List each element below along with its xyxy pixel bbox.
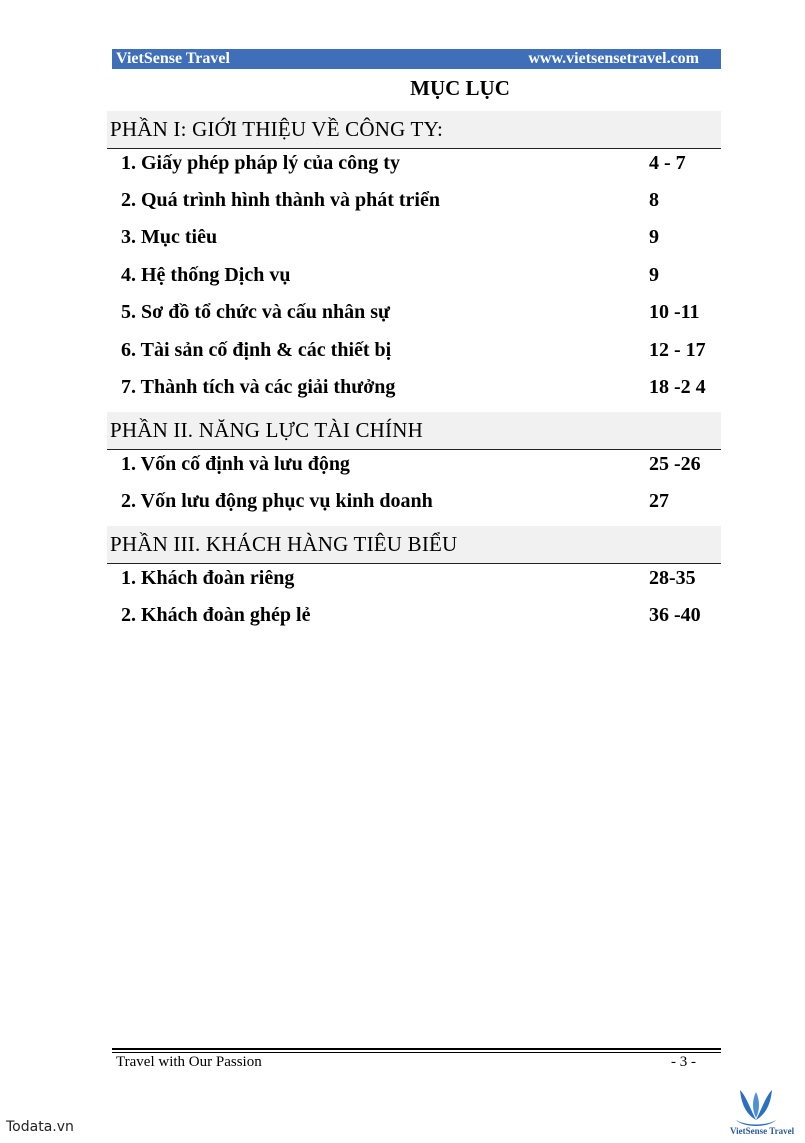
toc-item[interactable]	[121, 602, 721, 628]
toc-item-pages: 12 - 17	[649, 338, 706, 361]
footer-divider-thin	[112, 1052, 721, 1053]
toc-item[interactable]	[121, 488, 721, 514]
toc-item-pages: 28-35	[649, 566, 696, 589]
toc-item-label: 5. Sơ đồ tổ chức và cấu nhân sự	[121, 300, 391, 323]
section-heading-1: PHẦN I: GIỚI THIỆU VỀ CÔNG TY:	[107, 111, 721, 149]
toc-item-label: 7. Thành tích và các giải thưởng	[121, 375, 396, 398]
toc-item-pages: 10 -11	[649, 300, 700, 323]
toc-item-label: 3. Mục tiêu	[121, 225, 218, 248]
toc-item-pages: 8	[649, 188, 659, 211]
toc-item[interactable]	[121, 451, 721, 477]
toc-item-pages: 4 - 7	[649, 151, 686, 174]
toc-item-pages: 18 -2 4	[649, 375, 706, 398]
watermark: Todata.vn	[6, 1119, 74, 1135]
toc-item-label: 2. Vốn lưu động phục vụ kinh doanh	[121, 489, 433, 512]
toc-item[interactable]	[121, 224, 721, 250]
toc-item-label: 6. Tài sản cố định & các thiết bị	[121, 338, 392, 361]
toc-item-label: 1. Giấy phép pháp lý của công ty	[121, 151, 400, 174]
toc-item-label: 4. Hệ thống Dịch vụ	[121, 263, 291, 286]
footer-page-number: - 3 -	[671, 1054, 696, 1070]
toc-item-label: 1. Khách đoàn riêng	[121, 566, 295, 589]
toc-item-label: 2. Quá trình hình thành và phát triển	[121, 188, 440, 211]
page-title: MỤC LỤC	[410, 76, 510, 100]
toc-item-pages: 36 -40	[649, 603, 701, 626]
toc-item-pages: 9	[649, 263, 659, 286]
footer-slogan: Travel with Our Passion	[116, 1054, 262, 1070]
section-heading-2: PHẦN II. NĂNG LỰC TÀI CHÍNH	[107, 412, 721, 450]
toc-item[interactable]	[121, 299, 721, 325]
toc-item[interactable]	[121, 262, 721, 288]
toc-item-label: 1. Vốn cố định và lưu động	[121, 452, 350, 475]
toc-item-label: 2. Khách đoàn ghép lẻ	[121, 603, 311, 626]
toc-item[interactable]	[121, 565, 721, 591]
logo-text: VietSense Travel	[730, 1126, 795, 1136]
toc-item[interactable]	[121, 187, 721, 213]
toc-item-pages: 25 -26	[649, 452, 701, 475]
toc-item[interactable]	[121, 374, 721, 400]
toc-item-pages: 27	[649, 489, 669, 512]
header-bar	[112, 49, 721, 69]
toc-item[interactable]	[121, 337, 721, 363]
toc-item[interactable]	[121, 150, 721, 176]
header-brand: VietSense Travel	[116, 50, 230, 67]
toc-item-pages: 9	[649, 225, 659, 248]
footer-divider	[112, 1048, 721, 1050]
section-heading-3: PHẦN III. KHÁCH HÀNG TIÊU BIỂU	[107, 526, 721, 564]
header-website[interactable]: www.vietsensetravel.com	[528, 50, 699, 67]
